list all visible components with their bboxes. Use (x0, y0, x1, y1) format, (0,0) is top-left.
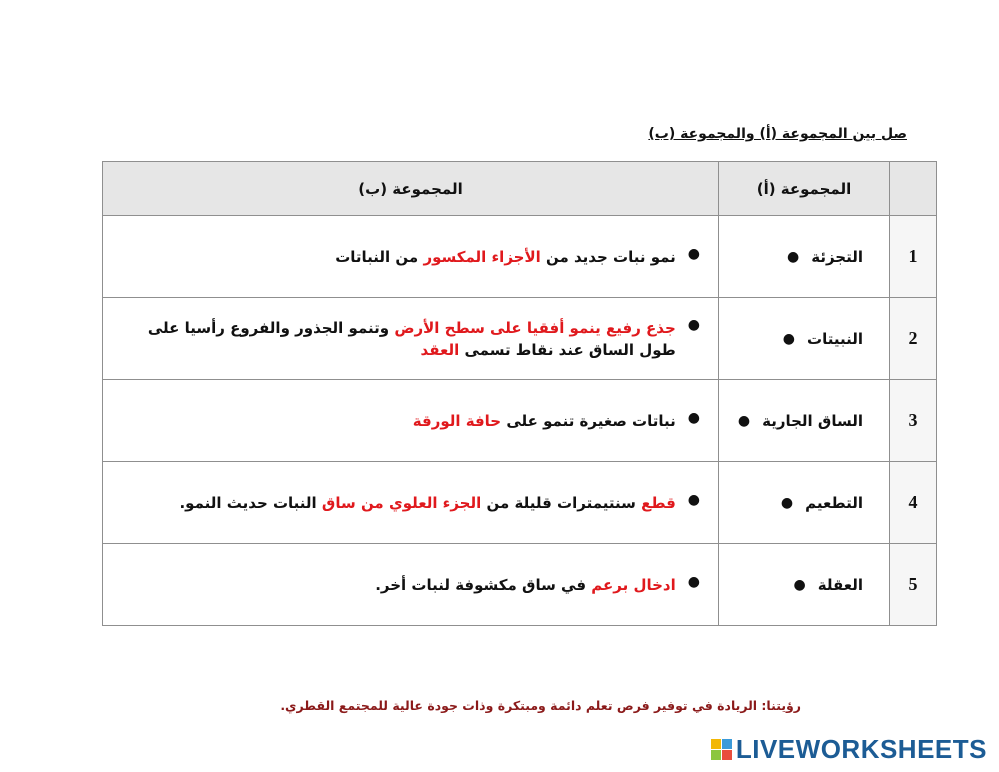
table-row (103, 544, 937, 626)
highlighted-text: الأجزاء المكسور (423, 247, 541, 266)
bullet-icon: ● (793, 576, 806, 593)
group-b-description (335, 246, 676, 268)
group-b-cell[interactable] (103, 216, 719, 298)
bullet-icon: ● (782, 330, 796, 347)
table-row (103, 462, 937, 544)
description-text: سنتيمترات قليلة من (481, 493, 642, 512)
highlighted-text: قطع (641, 493, 676, 512)
header-group-b: المجموعة (ب) (103, 162, 719, 216)
bullet-icon: ● (780, 494, 794, 511)
highlighted-text: العقد (420, 340, 460, 359)
description-text: وتنمو الجذور والفروع رأسيا على طول الساق عند نقاط تسمى (147, 318, 676, 359)
group-a-term: النبيتات (807, 329, 863, 348)
highlighted-text: جذع رفيع ينمو أفقيا على سطح الأرض (394, 318, 676, 337)
group-a-term: التجزئة (811, 247, 863, 266)
table-header-row (103, 162, 937, 216)
row-number: 1 (890, 216, 937, 298)
header-group-a: المجموعة (أ) (719, 162, 890, 216)
group-b-cell[interactable] (103, 380, 719, 462)
header-number-cell (890, 162, 937, 216)
bullet-icon: ● (687, 573, 700, 590)
bullet-icon: ● (687, 245, 700, 262)
table-row (103, 298, 937, 380)
bullet-icon: ● (687, 409, 700, 426)
group-a-cell[interactable] (719, 544, 890, 626)
description-text: نمو نبات جديد من (540, 247, 676, 266)
row-number: 5 (890, 544, 937, 626)
row-number: 3 (890, 380, 937, 462)
table-row (103, 380, 937, 462)
row-number: 4 (890, 462, 937, 544)
group-b-description (375, 574, 676, 596)
liveworksheets-logo (711, 734, 987, 765)
group-a-term: التطعيم (805, 493, 863, 512)
group-b-description (413, 410, 676, 432)
highlighted-text: ادخال برعم (591, 575, 676, 594)
group-b-cell[interactable] (103, 298, 719, 380)
highlighted-text: حافة الورقة (412, 411, 502, 430)
bullet-icon: ● (687, 491, 700, 508)
bullet-icon: ● (737, 412, 751, 429)
group-a-cell[interactable] (719, 216, 890, 298)
row-number: 2 (890, 298, 937, 380)
group-a-term: العقلة (817, 575, 863, 594)
description-text: من النباتات (335, 247, 424, 266)
vision-footer: رؤيتنا: الريادة في توفير فرص تعلم دائمة ومبتكرة وذات جودة عالية للمجتمع القطري. (280, 698, 801, 713)
group-a-cell[interactable] (719, 380, 890, 462)
description-text: النبات حديث النمو. (179, 493, 322, 512)
group-a-cell[interactable] (719, 298, 890, 380)
group-a-term: الساق الجارية (762, 411, 863, 430)
group-b-cell[interactable] (103, 462, 719, 544)
brand-logo-icon (711, 739, 732, 760)
brand-name: LIVEWORKSHEETS (735, 734, 987, 764)
table-row (103, 216, 937, 298)
description-text: في ساق مكشوفة لنبات أخر. (375, 575, 592, 594)
bullet-icon: ● (787, 248, 800, 265)
bullet-icon: ● (687, 316, 700, 333)
group-b-description (123, 317, 676, 361)
description-text: نباتات صغيرة تنمو على (501, 411, 676, 430)
group-b-description (179, 492, 675, 514)
group-a-cell[interactable] (719, 462, 890, 544)
highlighted-text: الجزء العلوي من ساق (321, 493, 482, 512)
instruction-title: صل بين المجموعة (أ) والمجموعة (ب) (648, 126, 907, 142)
group-b-cell[interactable] (103, 544, 719, 626)
matching-table (102, 161, 937, 626)
